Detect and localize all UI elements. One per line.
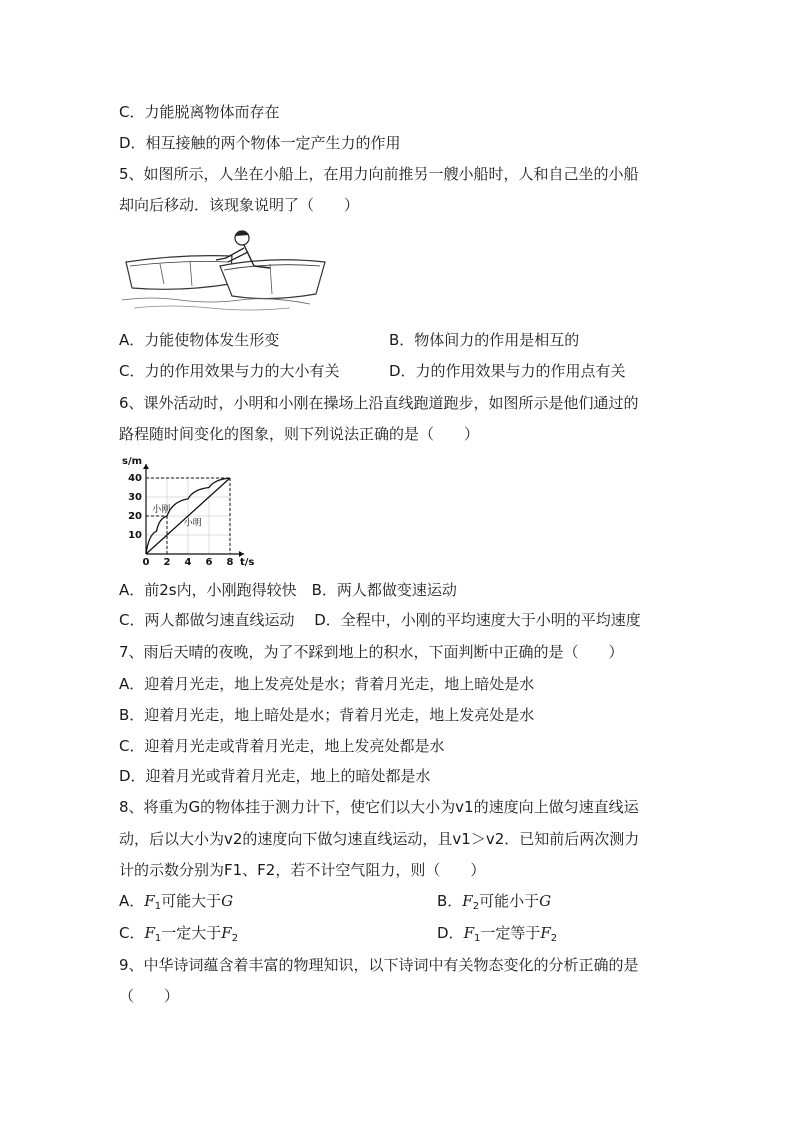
q8-stem-line1: 8、将重为G的物体挂于测力计下，使它们以大小为v1的速度向上做匀速直线运 (119, 798, 639, 816)
x-tick-label: 0 (142, 557, 150, 568)
x-tick-label: 2 (163, 557, 171, 568)
x-axis-label: t/s (240, 557, 255, 568)
q6-options-cd: C．两人都做匀速直线运动 D．全程中，小刚的平均速度大于小明的平均速度 (119, 611, 641, 629)
y-axis-arrow (143, 464, 149, 469)
q6-stem-line1: 6、课外活动时，小明和小刚在操场上沿直线跑道跑步，如图所示是他们通过的 (119, 394, 639, 412)
q8-option-c: C．$F_1$一定大于$F_2$ (119, 924, 239, 944)
q9-stem-line2: （ ） (119, 987, 180, 1005)
x-tick-label: 8 (226, 557, 234, 568)
q7-option-b: B．迎着月光走，地上暗处是水；背着月光走，地上发亮处是水 (119, 706, 535, 724)
x-tick-label: 6 (205, 557, 213, 568)
q4-option-c: C．力能脱离物体而存在 (119, 103, 280, 121)
q8-stem-line2: 动，后以大小为v2的速度向下做匀速直线运动，且v1＞v2．已知前后两次测力 (119, 830, 640, 848)
series-label-xiaogang: 小刚 (152, 505, 171, 515)
q5-stem-line2: 却向后移动．该现象说明了（ ） (119, 196, 360, 214)
q5-option-b: B．物体间力的作用是相互的 (389, 331, 580, 349)
y-tick-label: 10 (128, 530, 142, 541)
y-axis-label: s/m (122, 456, 143, 467)
q5-stem-line1: 5、如图所示，人坐在小船上，在用力向前推另一艘小船时，人和自己坐的小船 (119, 165, 639, 183)
q5-option-c: C．力的作用效果与力的大小有关 (119, 362, 340, 380)
q7-option-d: D．迎着月光或背着月光走，地上的暗处都是水 (119, 767, 431, 785)
y-tick-label: 30 (128, 492, 142, 503)
y-tick-label: 20 (128, 511, 142, 522)
y-tick-label: 40 (128, 473, 142, 484)
boat-illustration (120, 226, 330, 314)
q5-option-d: D．力的作用效果与力的作用点有关 (389, 362, 626, 380)
q4-option-d: D．相互接触的两个物体一定产生力的作用 (119, 134, 401, 152)
q8-stem-line3: 计的示数分别为F1、F2，若不计空气阻力，则（ ） (119, 861, 486, 879)
q8-option-d: D．$F_1$一定等于$F_2$ (437, 924, 558, 944)
q9-stem-line1: 9、中华诗词蕴含着丰富的物理知识，以下诗词中有关物态变化的分析正确的是 (119, 956, 639, 974)
x-tick-label: 4 (184, 557, 192, 568)
q8-option-b: B．$F_2$可能小于G (437, 892, 552, 912)
q7-stem: 7、雨后天晴的夜晚，为了不踩到地上的积水，下面判断中正确的是（ ） (119, 643, 624, 661)
q7-option-c: C．迎着月光走或背着月光走，地上发亮处都是水 (119, 737, 445, 755)
q6-options-ab: A．前2s内，小刚跑得较快 B．两人都做变速运动 (119, 581, 457, 599)
series-label-xiaoming: 小明 (183, 518, 202, 529)
q7-option-a: A．迎着月光走，地上发亮处是水；背着月光走，地上暗处是水 (119, 675, 535, 693)
q5-option-a: A．力能使物体发生形变 (119, 331, 280, 349)
q8-option-a: A．$F_1$可能大于G (119, 892, 234, 912)
q6-stem-line2: 路程随时间变化的图象，则下列说法正确的是（ ） (119, 425, 480, 443)
distance-time-chart (116, 454, 264, 570)
